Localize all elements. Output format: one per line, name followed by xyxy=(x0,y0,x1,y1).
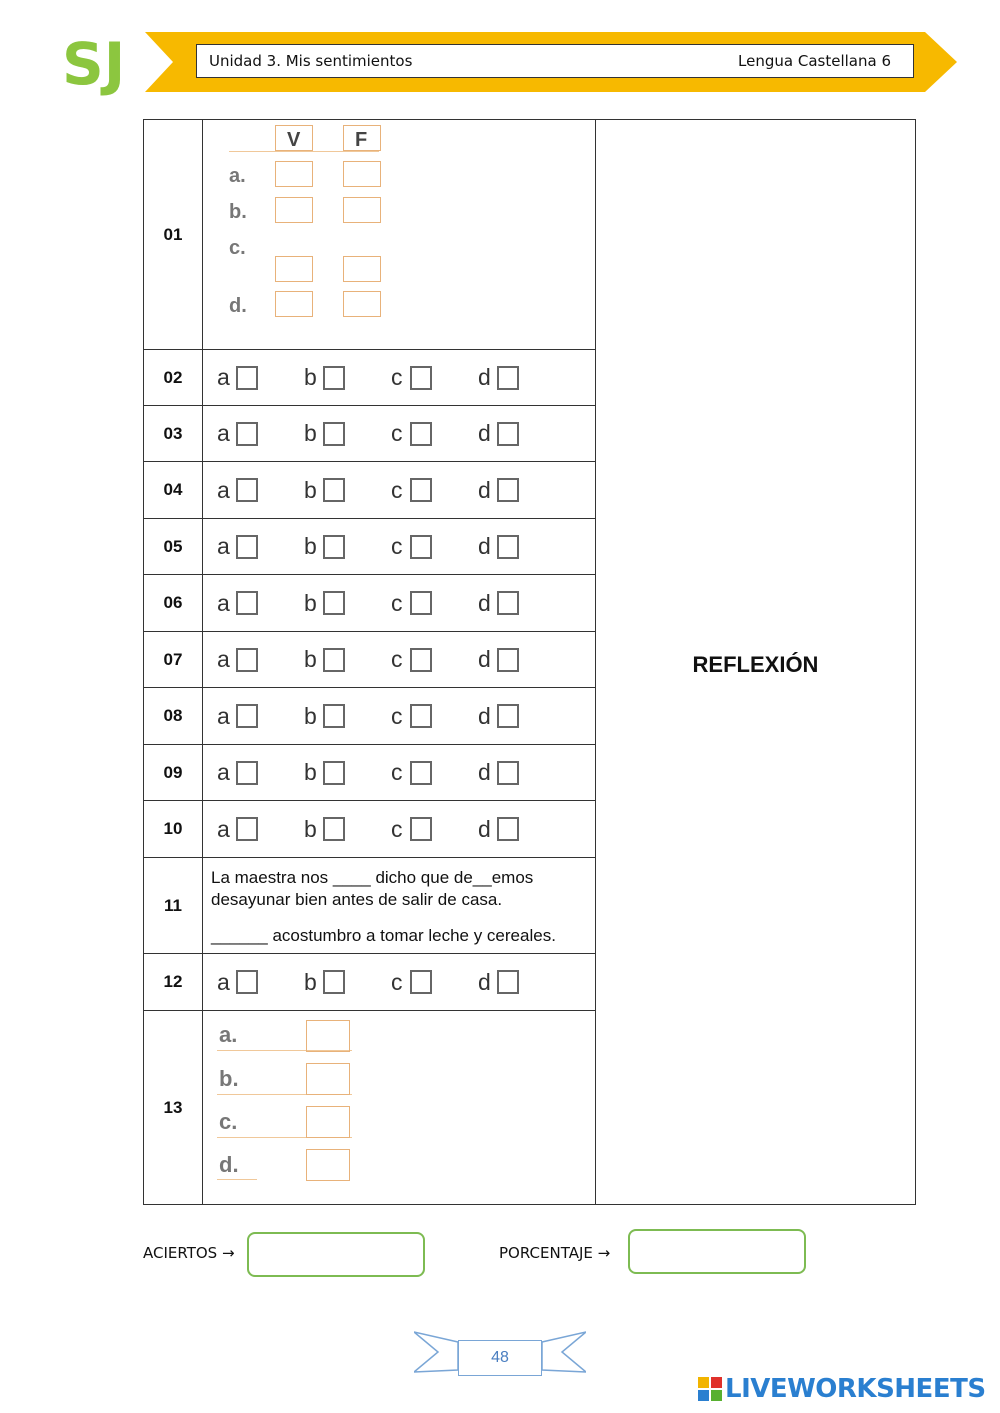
false-box-b[interactable] xyxy=(343,197,381,223)
option-letter: d xyxy=(478,759,491,785)
option-checkbox[interactable] xyxy=(323,648,345,672)
option-d[interactable] xyxy=(478,477,565,504)
question-number: 09 xyxy=(144,745,203,801)
option-letter: d xyxy=(478,476,491,503)
option-letter: a xyxy=(217,589,230,616)
option-a[interactable] xyxy=(217,703,304,730)
option-letter: c xyxy=(391,589,403,616)
option-checkbox[interactable] xyxy=(497,366,519,390)
option-checkbox[interactable] xyxy=(497,478,519,502)
subject-name: Lengua Castellana 6 xyxy=(738,52,891,70)
sentence-1: La maestra nos ____ dicho que de__emos desayunar bien antes de salir de casa. xyxy=(211,867,534,909)
option-c[interactable] xyxy=(391,816,478,843)
unit-title: Unidad 3. Mis sentimientos xyxy=(209,52,413,70)
option-b[interactable] xyxy=(304,703,391,730)
porcentaje-label: PORCENTAJE → xyxy=(499,1244,611,1262)
question-number: 11 xyxy=(144,858,203,954)
option-letter: a xyxy=(217,815,230,842)
question-row-01 xyxy=(144,120,916,350)
option-checkbox[interactable] xyxy=(323,761,345,785)
option-checkbox[interactable] xyxy=(410,535,432,559)
option-letter: a xyxy=(217,420,230,446)
option-letter: c xyxy=(391,420,403,446)
option-d[interactable] xyxy=(478,364,565,391)
option-b[interactable] xyxy=(304,590,391,617)
option-checkbox[interactable] xyxy=(323,591,345,615)
option-d[interactable] xyxy=(478,816,565,843)
option-d[interactable] xyxy=(478,533,565,560)
option-letter: a xyxy=(217,533,230,559)
multiple-choice-options xyxy=(203,462,596,519)
option-checkbox[interactable] xyxy=(410,366,432,390)
porcentaje-input[interactable] xyxy=(628,1229,806,1274)
multiple-choice-options xyxy=(203,954,596,1011)
option-a[interactable] xyxy=(217,533,304,560)
option-b[interactable] xyxy=(304,364,391,391)
liveworksheets-text: LIVEWORKSHEETS xyxy=(725,1374,986,1404)
liveworksheets-logo-icon xyxy=(698,1377,722,1401)
question-number: 01 xyxy=(144,120,203,350)
option-letter: a xyxy=(217,646,230,672)
option-b[interactable] xyxy=(304,969,391,996)
option-b[interactable] xyxy=(304,533,391,560)
multiple-choice-options xyxy=(203,406,596,462)
option-checkbox[interactable] xyxy=(323,422,345,446)
false-box-c[interactable] xyxy=(343,256,381,282)
school-logo xyxy=(60,28,126,98)
option-a[interactable] xyxy=(217,477,304,504)
option-letter: a xyxy=(217,702,230,729)
option-c[interactable] xyxy=(391,364,478,391)
item-letter-d: d. xyxy=(219,1151,239,1177)
option-letter: d xyxy=(478,968,491,995)
option-a[interactable] xyxy=(217,420,304,447)
option-c[interactable] xyxy=(391,969,478,996)
option-checkbox[interactable] xyxy=(323,535,345,559)
multiple-choice-options xyxy=(203,575,596,632)
item-letter-b: b. xyxy=(219,1065,239,1091)
option-c[interactable] xyxy=(391,477,478,504)
option-letter: a xyxy=(217,968,230,995)
aciertos-input[interactable] xyxy=(247,1232,425,1277)
option-d[interactable] xyxy=(478,969,565,996)
true-box-b[interactable] xyxy=(275,197,313,223)
multiple-choice-options xyxy=(203,801,596,858)
option-checkbox[interactable] xyxy=(236,704,258,728)
true-column-header: V xyxy=(287,128,301,151)
multiple-choice-options xyxy=(203,350,596,406)
fill-in-blank-answer xyxy=(203,858,596,954)
item-letter-b: b. xyxy=(229,200,247,223)
option-a[interactable] xyxy=(217,759,304,786)
question-number: 04 xyxy=(144,462,203,519)
option-letter: d xyxy=(478,815,491,842)
option-letter: a xyxy=(217,364,230,390)
option-letter: d xyxy=(478,589,491,616)
answer-box-b[interactable] xyxy=(306,1063,350,1095)
reflection-column[interactable] xyxy=(596,120,916,1205)
true-box-d[interactable] xyxy=(275,291,313,317)
answer-box-d[interactable] xyxy=(306,1149,350,1181)
question-number: 07 xyxy=(144,632,203,688)
option-checkbox[interactable] xyxy=(236,761,258,785)
option-d[interactable] xyxy=(478,420,565,447)
reflection-title: REFLEXIÓN xyxy=(692,652,819,677)
option-c[interactable] xyxy=(391,759,478,786)
option-checkbox[interactable] xyxy=(236,366,258,390)
option-checkbox[interactable] xyxy=(323,478,345,502)
option-checkbox[interactable] xyxy=(410,478,432,502)
option-letter: a xyxy=(217,476,230,503)
option-letter: c xyxy=(391,815,403,842)
option-letter: a xyxy=(217,759,230,785)
question-number: 10 xyxy=(144,801,203,858)
false-box-a[interactable] xyxy=(343,161,381,187)
option-letter: b xyxy=(304,476,317,503)
option-checkbox[interactable] xyxy=(410,591,432,615)
option-d[interactable] xyxy=(478,646,565,673)
option-c[interactable] xyxy=(391,420,478,447)
option-checkbox[interactable] xyxy=(323,366,345,390)
option-c[interactable] xyxy=(391,533,478,560)
item-letter-d: d. xyxy=(229,294,247,317)
option-letter: d xyxy=(478,646,491,672)
answer-box-a[interactable] xyxy=(306,1020,350,1052)
option-letter: b xyxy=(304,702,317,729)
option-b[interactable] xyxy=(304,759,391,786)
option-checkbox[interactable] xyxy=(323,970,345,994)
option-checkbox[interactable] xyxy=(497,817,519,841)
option-checkbox[interactable] xyxy=(323,704,345,728)
question-number: 05 xyxy=(144,519,203,575)
option-letter: c xyxy=(391,533,403,559)
option-a[interactable] xyxy=(217,646,304,673)
option-b[interactable] xyxy=(304,477,391,504)
option-checkbox[interactable] xyxy=(236,535,258,559)
multiple-choice-options xyxy=(203,632,596,688)
option-c[interactable] xyxy=(391,703,478,730)
option-checkbox[interactable] xyxy=(410,761,432,785)
option-letter: c xyxy=(391,968,403,995)
option-a[interactable] xyxy=(217,364,304,391)
page-number: 48 xyxy=(458,1340,542,1376)
question-number: 06 xyxy=(144,575,203,632)
option-checkbox[interactable] xyxy=(410,422,432,446)
option-d[interactable] xyxy=(478,703,565,730)
option-letter: b xyxy=(304,364,317,390)
option-letter: d xyxy=(478,364,491,390)
option-letter: d xyxy=(478,420,491,446)
option-a[interactable] xyxy=(217,590,304,617)
question-number: 02 xyxy=(144,350,203,406)
option-b[interactable] xyxy=(304,646,391,673)
multiple-choice-options xyxy=(203,688,596,745)
multiple-choice-options xyxy=(203,745,596,801)
true-false-answers xyxy=(203,120,596,350)
option-letter: c xyxy=(391,646,403,672)
option-letter: b xyxy=(304,815,317,842)
false-column-header: F xyxy=(355,128,368,151)
item-letter-c: c. xyxy=(219,1108,238,1134)
option-checkbox[interactable] xyxy=(410,970,432,994)
option-checkbox[interactable] xyxy=(323,817,345,841)
option-checkbox[interactable] xyxy=(410,648,432,672)
option-b[interactable] xyxy=(304,420,391,447)
option-checkbox[interactable] xyxy=(497,422,519,446)
question-number: 03 xyxy=(144,406,203,462)
option-checkbox[interactable] xyxy=(236,817,258,841)
option-letter: d xyxy=(478,702,491,729)
lettered-answers xyxy=(203,1011,596,1205)
option-letter: b xyxy=(304,968,317,995)
option-a[interactable] xyxy=(217,816,304,843)
option-d[interactable] xyxy=(478,590,565,617)
option-checkbox[interactable] xyxy=(236,970,258,994)
option-letter: b xyxy=(304,759,317,785)
option-b[interactable] xyxy=(304,816,391,843)
answer-table xyxy=(143,119,916,1205)
item-letter-a: a. xyxy=(219,1021,238,1047)
option-checkbox[interactable] xyxy=(410,817,432,841)
option-checkbox[interactable] xyxy=(497,591,519,615)
option-c[interactable] xyxy=(391,646,478,673)
option-letter: b xyxy=(304,589,317,616)
header-title-box xyxy=(196,44,914,78)
option-checkbox[interactable] xyxy=(497,648,519,672)
item-letter-a: a. xyxy=(229,164,246,187)
sentence-2: ______ acostumbro a tomar leche y cereales. xyxy=(211,925,556,945)
aciertos-label: ACIERTOS → xyxy=(143,1244,235,1262)
true-box-a[interactable] xyxy=(275,161,313,187)
multiple-choice-options xyxy=(203,519,596,575)
option-checkbox[interactable] xyxy=(497,704,519,728)
option-letter: b xyxy=(304,646,317,672)
option-checkbox[interactable] xyxy=(236,422,258,446)
logo-text: SJ xyxy=(62,30,126,98)
false-box-d[interactable] xyxy=(343,291,381,317)
liveworksheets-watermark xyxy=(698,1374,986,1404)
option-checkbox[interactable] xyxy=(497,535,519,559)
option-checkbox[interactable] xyxy=(236,591,258,615)
option-letter: d xyxy=(478,533,491,559)
option-letter: c xyxy=(391,759,403,785)
option-checkbox[interactable] xyxy=(410,704,432,728)
option-checkbox[interactable] xyxy=(236,478,258,502)
option-letter: c xyxy=(391,364,403,390)
question-number: 12 xyxy=(144,954,203,1011)
item-letter-c: c. xyxy=(229,236,246,259)
option-letter: b xyxy=(304,420,317,446)
option-checkbox[interactable] xyxy=(236,648,258,672)
question-number: 08 xyxy=(144,688,203,745)
answer-box-c[interactable] xyxy=(306,1106,350,1138)
option-letter: c xyxy=(391,702,403,729)
option-checkbox[interactable] xyxy=(497,970,519,994)
true-box-c[interactable] xyxy=(275,256,313,282)
question-number: 13 xyxy=(144,1011,203,1205)
option-d[interactable] xyxy=(478,759,565,786)
option-checkbox[interactable] xyxy=(497,761,519,785)
option-c[interactable] xyxy=(391,590,478,617)
option-letter: b xyxy=(304,533,317,559)
option-a[interactable] xyxy=(217,969,304,996)
option-letter: c xyxy=(391,476,403,503)
